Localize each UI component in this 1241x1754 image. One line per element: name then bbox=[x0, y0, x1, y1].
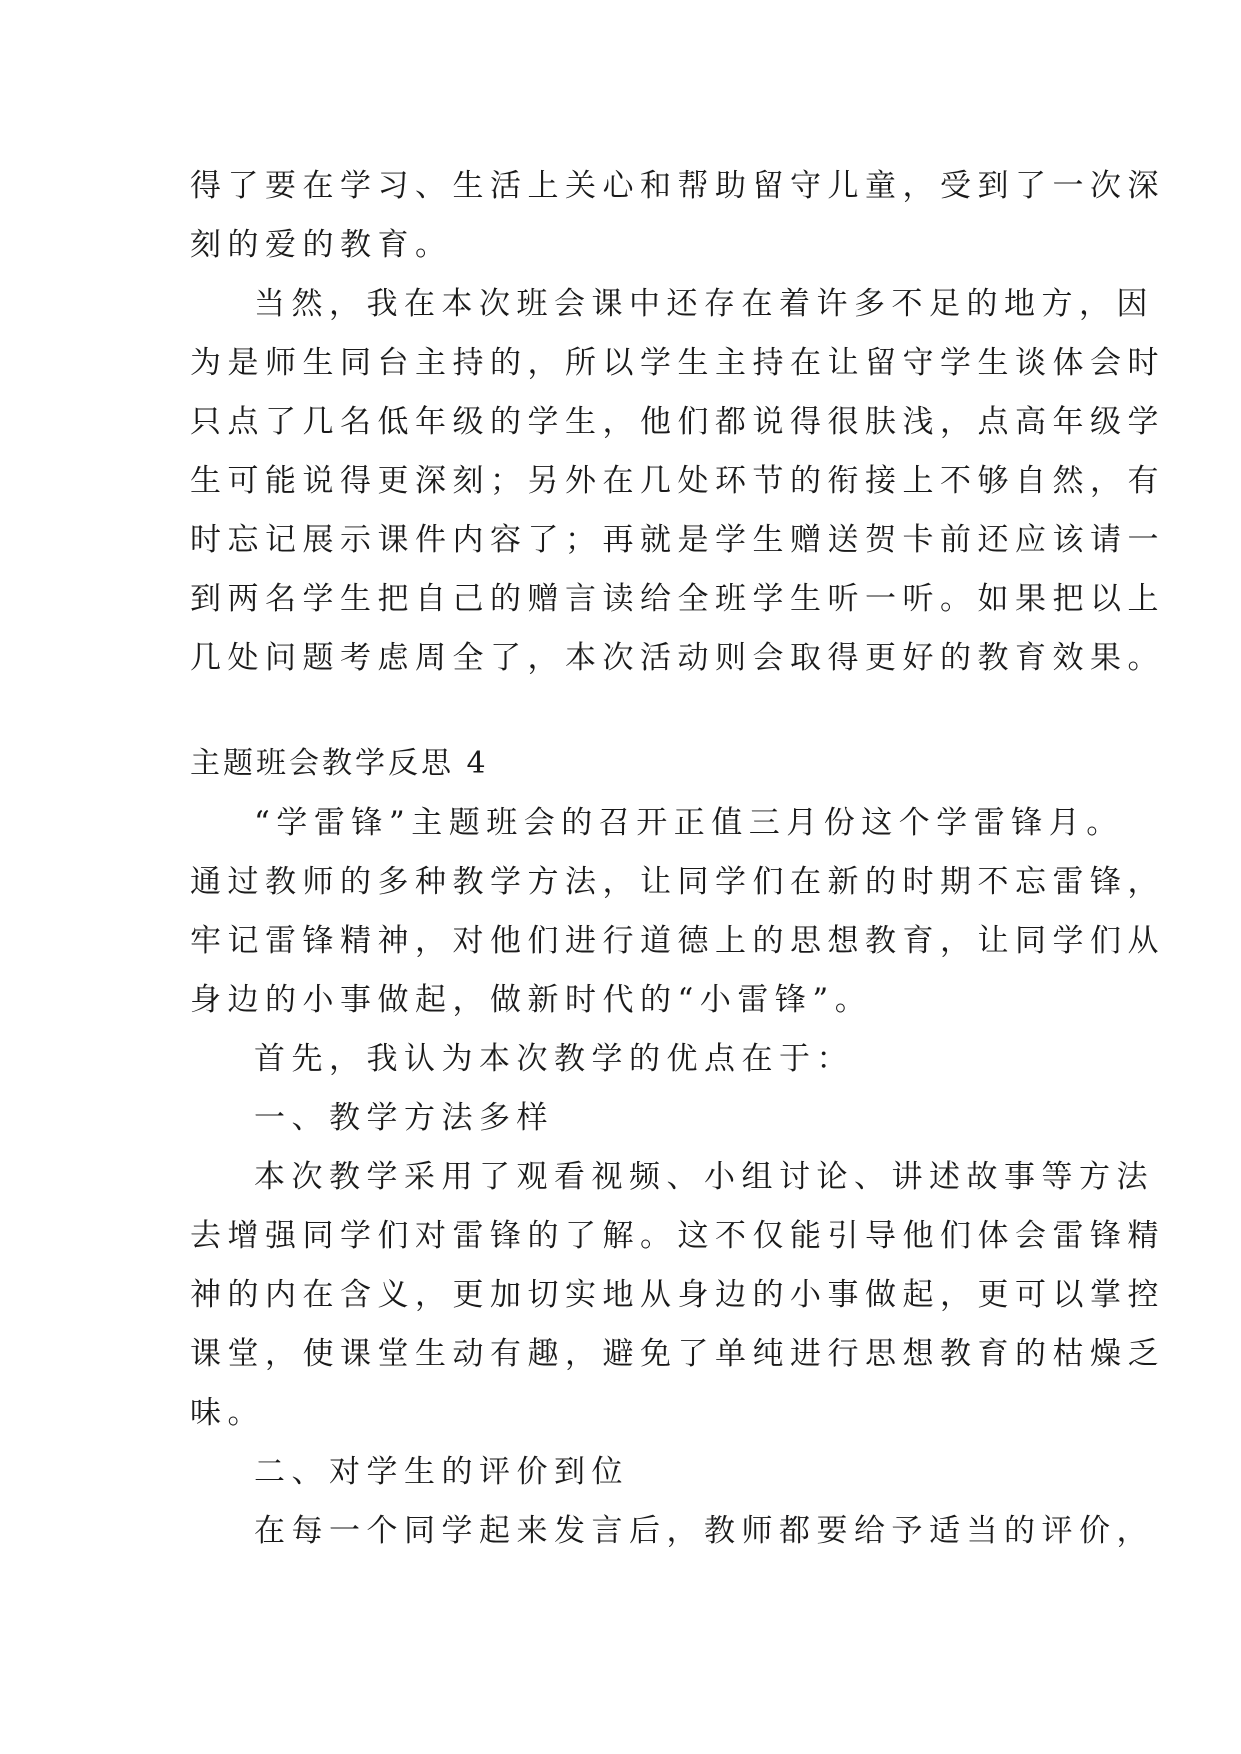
paragraph-line: 得了要在学习、生活上关心和帮助留守儿童，受到了一次深 bbox=[190, 168, 1165, 204]
paragraph-line: 神的内在含义，更加切实地从身边的小事做起，更可以掌控 bbox=[190, 1277, 1165, 1313]
paragraph-line: 课堂，使课堂生动有趣，避免了单纯进行思想教育的枯燥乏 bbox=[190, 1336, 1165, 1372]
paragraph-line: 为是师生同台主持的，所以学生主持在让留守学生谈体会时 bbox=[190, 345, 1165, 381]
paragraph-line: 首先，我认为本次教学的优点在于： bbox=[254, 1041, 854, 1077]
paragraph-line: 通过教师的多种教学方法，让同学们在新的时期不忘雷锋， bbox=[190, 864, 1165, 900]
paragraph-line: 只点了几名低年级的学生，他们都说得很肤浅，点高年级学 bbox=[190, 404, 1165, 440]
subheading: 二、对学生的评价到位 bbox=[254, 1454, 629, 1490]
subheading: 一、教学方法多样 bbox=[254, 1100, 554, 1136]
paragraph-line: 在每一个同学起来发言后，教师都要给予适当的评价， bbox=[254, 1513, 1154, 1549]
section-heading: 主题班会教学反思 4 bbox=[190, 746, 489, 781]
paragraph-line: “学雷锋”主题班会的召开正值三月份这个学雷锋月。 bbox=[254, 805, 1124, 841]
paragraph-line: 去增强同学们对雷锋的了解。这不仅能引导他们体会雷锋精 bbox=[190, 1218, 1165, 1254]
paragraph-line: 当然，我在本次班会课中还存在着许多不足的地方，因 bbox=[254, 286, 1154, 322]
paragraph-line: 刻的爱的教育。 bbox=[190, 227, 453, 263]
paragraph-line: 几处问题考虑周全了，本次活动则会取得更好的教育效果。 bbox=[190, 640, 1165, 676]
paragraph-line: 本次教学采用了观看视频、小组讨论、讲述故事等方法 bbox=[254, 1159, 1154, 1195]
paragraph-line: 到两名学生把自己的赠言读给全班学生听一听。如果把以上 bbox=[190, 581, 1165, 617]
paragraph-line: 味。 bbox=[190, 1395, 265, 1431]
paragraph-line: 牢记雷锋精神，对他们进行道德上的思想教育，让同学们从 bbox=[190, 923, 1165, 959]
paragraph-line: 身边的小事做起，做新时代的“小雷锋”。 bbox=[190, 982, 873, 1018]
paragraph-line: 生可能说得更深刻；另外在几处环节的衔接上不够自然，有 bbox=[190, 463, 1165, 499]
paragraph-line: 时忘记展示课件内容了；再就是学生赠送贺卡前还应该请一 bbox=[190, 522, 1165, 558]
